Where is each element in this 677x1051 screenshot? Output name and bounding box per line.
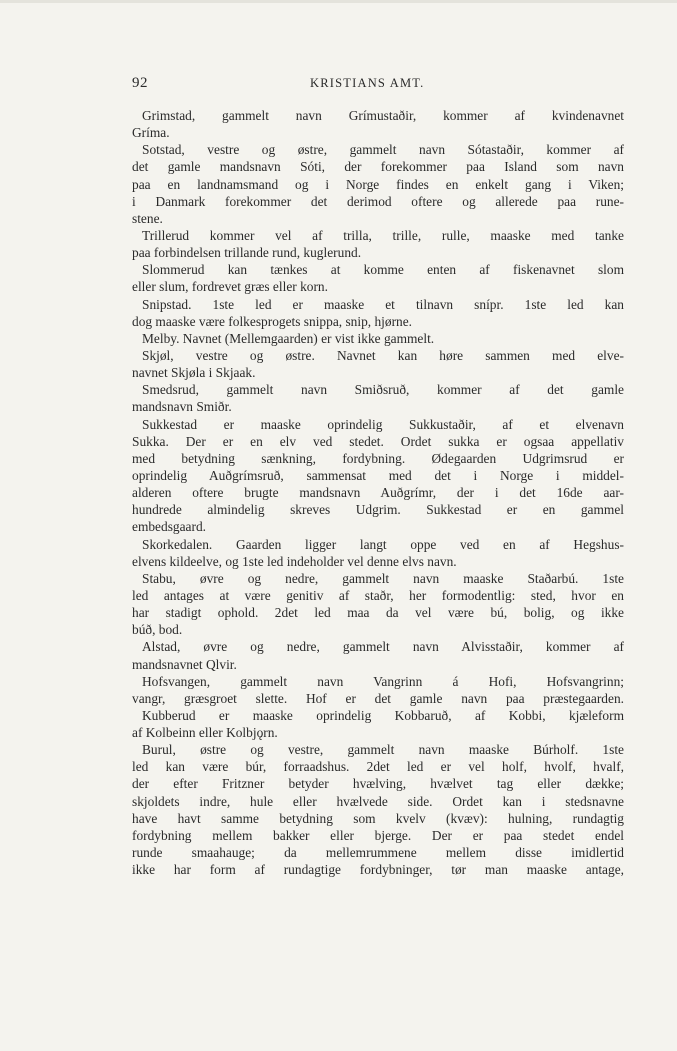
text-line: paa forbindelsen trillande rund, kuglerund. bbox=[132, 245, 362, 261]
text-line: hundrede almindelig skreves Udgrim. Sukkestad er en gammel bbox=[132, 502, 624, 518]
text-line: embedsgaard. bbox=[132, 519, 206, 535]
text-line: Smedsrud, gammelt navn Smiðsruð, kommer af det gamle bbox=[142, 382, 624, 398]
text-line: Hofsvangen, gammelt navn Vangrinn á Hofi, Hofsvangrinn; bbox=[142, 673, 624, 689]
text-line: i Danmark forekommer det derimod oftere og allerede paa rune- bbox=[132, 193, 624, 209]
text-line: Skorkedalen. Gaarden ligger langt oppe ved en af Hegshus- bbox=[142, 536, 624, 552]
text-line: af Kolbeinn eller Kolbjǫrn. bbox=[132, 725, 278, 741]
text-line: paa en landnamsmand og i Norge findes en enkelt gang i Viken; bbox=[132, 176, 624, 192]
text-line: skjoldets indre, hule eller hvælvede side. Ordet kan i stedsnavne bbox=[132, 793, 624, 809]
text-line: mandsnavnet Qlvir. bbox=[132, 656, 237, 672]
text-line: der efter Fritzner betyder hvælving, hvælvet tag eller dække; bbox=[132, 776, 624, 792]
running-title: KRISTIANS AMT. bbox=[310, 76, 425, 90]
text-line: Melby. Navnet (Mellemgaarden) er vist ikke gammelt. bbox=[142, 330, 435, 346]
page-top-edge bbox=[0, 0, 677, 3]
text-line: elvens kildeelve, og 1ste led indeholder vel denne elvs navn. bbox=[132, 553, 457, 569]
text-line: fordybning mellem bakker eller bjerge. Der er paa stedet endel bbox=[132, 827, 624, 843]
text-line: ikke har form af rundagtige fordybninger, tør man maaske antage, bbox=[132, 862, 624, 878]
text-line: led kan være búr, forraadshus. 2det led er vel holf, hvolf, hvalf, bbox=[132, 759, 624, 775]
text-line: Snipstad. 1ste led er maaske et tilnavn snípr. 1ste led kan bbox=[142, 296, 624, 312]
text-line: Burul, østre og vestre, gammelt navn maaske Búrholf. 1ste bbox=[142, 742, 624, 758]
text-line: navnet Skjøla i Skjaak. bbox=[132, 365, 256, 381]
text-line: have havt samme betydning som kvelv (kvæv): hulning, rundagtig bbox=[132, 810, 624, 826]
text-line: Skjøl, vestre og østre. Navnet kan høre sammen med elve- bbox=[142, 347, 624, 363]
text-line: med betydning sænkning, fordybning. Ødegaarden Udgrimsrud er bbox=[132, 450, 624, 466]
text-line: stene. bbox=[132, 210, 163, 226]
text-line: Kubberud er maaske oprindelig Kobbaruð, af Kobbi, kjæleform bbox=[142, 707, 624, 723]
text-line: Sotstad, vestre og østre, gammelt navn Sótastaðir, kommer af bbox=[142, 142, 624, 158]
page-number: 92 bbox=[132, 75, 148, 91]
body-text bbox=[132, 107, 624, 878]
text-line: Stabu, øvre og nedre, gammelt navn maaske Staðarbú. 1ste bbox=[142, 570, 624, 586]
text-line: det gamle mandsnavn Sóti, der forekommer paa Island som navn bbox=[132, 159, 624, 175]
text-line: Alstad, øvre og nedre, gammelt navn Alvisstaðir, kommer af bbox=[142, 639, 624, 655]
text-line: vangr, græsgroet slette. Hof er det gamle navn paa præstegaarden. bbox=[132, 690, 624, 706]
text-line: Gríma. bbox=[132, 125, 170, 141]
page-header bbox=[132, 75, 624, 95]
text-line: Slommerud kan tænkes at komme enten af fiskenavnet slom bbox=[142, 262, 624, 278]
text-line: eller slum, fordrevet græs eller korn. bbox=[132, 279, 328, 295]
text-line: Trillerud kommer vel af trilla, trille, rulle, maaske med tanke bbox=[142, 227, 624, 243]
text-line: alderen oftere brugte mandsnavn Auðgrímr, der i det 16de aar- bbox=[132, 485, 624, 501]
text-line: mandsnavn Smiðr. bbox=[132, 399, 232, 415]
text-line: led antages at være genitiv af staðr, her formodentlig: sted, hvor en bbox=[132, 587, 624, 603]
text-line: dog maaske være folkesprogets snippa, snip, hjørne. bbox=[132, 313, 413, 329]
text-line: oprindelig Auðgrímsruð, sammensat med det i Norge i middel- bbox=[132, 467, 624, 483]
text-line: Sukka. Der er en elv ved stedet. Ordet sukka er ogsaa appellativ bbox=[132, 433, 624, 449]
text-line: Sukkestad er maaske oprindelig Sukkustaðir, af et elvenavn bbox=[142, 416, 624, 432]
text-line: búð, bod. bbox=[132, 622, 183, 638]
text-line: runde smaahauge; da mellemrummene mellem disse imidlertid bbox=[132, 845, 624, 861]
text-line: har stadigt ophold. 2det led maa da vel være bú, bolig, og ikke bbox=[132, 605, 624, 621]
text-line: Grimstad, gammelt navn Grímustaðir, kommer af kvindenavnet bbox=[142, 108, 624, 123]
